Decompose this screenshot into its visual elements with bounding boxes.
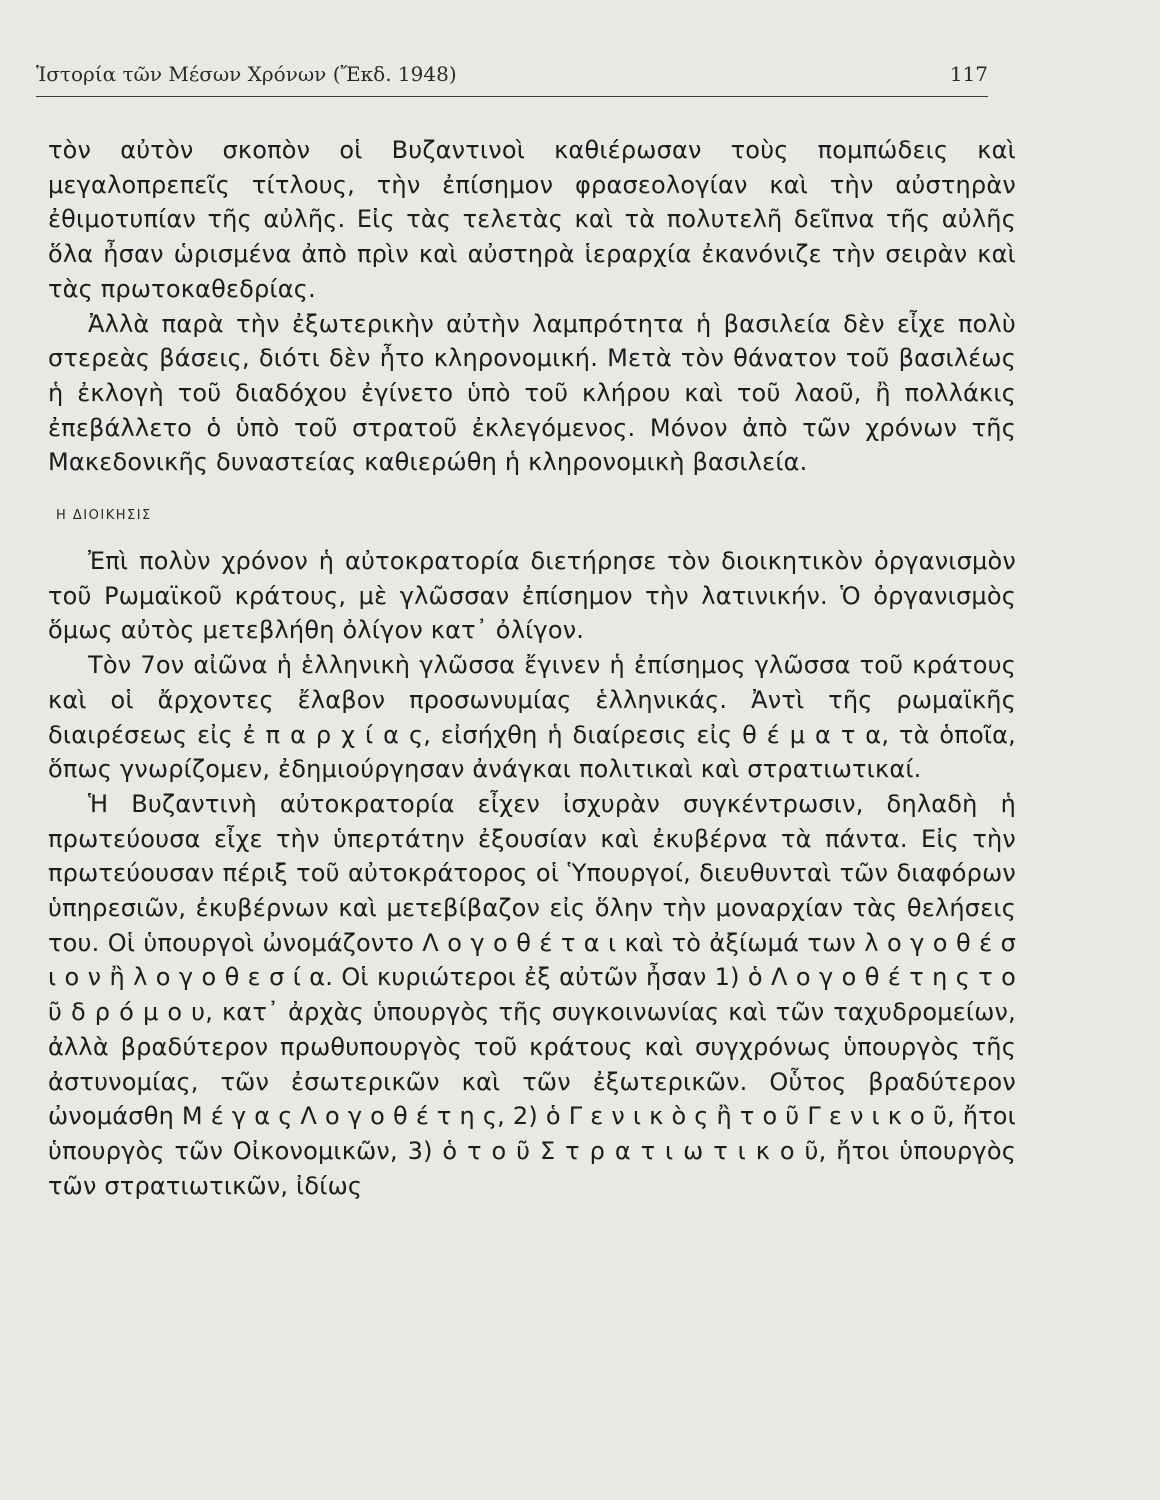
paragraph-continuation: τὸν αὐτὸν σκοπὸν οἱ Βυζαντινοὶ καθιέρωσαν τοὺς πομπώδεις καὶ μεγαλοπρεπεῖς τίτλους, τὴν ἐπίσημον φρασεολογίαν καὶ τὴν αὐστηρὰν ἐθιμοτυπίαν τῆς αὐλῆς. Εἰς τὰς τελετὰς καὶ τὰ πολυτελῆ δεῖπνα τῆς αὐλῆς ὅλα ἦσαν ὡρισμένα ἀπὸ πρὶν καὶ αὐστηρὰ ἱεραρχία ἐκανόνιζε τὴν σειρὰν καὶ τὰς πρωτοκαθεδρίας. (48, 136, 1016, 303)
header-rule (36, 96, 988, 97)
body-text (48, 133, 1016, 1203)
section-heading: Η ΔΙΟΙΚΗΣΙΣ (56, 508, 152, 524)
page-header (36, 62, 988, 92)
paragraph-administration: Ἐπὶ πολὺν χρόνον ἡ αὐτοκρατορία διετήρησε τὸν διοικητικὸν ὀργανισμὸν τοῦ Ρωμαϊκοῦ κράτους, μὲ γλῶσσαν ἐπίσημον τὴν λατινικήν. Ὁ ὀργανισμὸς ὅμως αὐτὸς μετεβλήθη ὀλίγον κατ᾽ ὀλίγον. (48, 547, 1016, 645)
paragraph-kingship: Ἀλλὰ παρὰ τὴν ἐξωτερικὴν αὐτὴν λαμπρότητα ἡ βασιλεία δὲν εἶχε πολὺ στερεὰς βάσεις, διότι δὲν ἦτο κληρονομική. Μετὰ τὸν θάνατον τοῦ βασιλέως ἡ ἐκλογὴ τοῦ διαδόχου ἐγίνετο ὑπὸ τοῦ κλήρου καὶ τοῦ λαοῦ, ἢ πολλάκις ἐπεβάλλετο ὁ ὑπὸ τοῦ στρατοῦ ἐκλεγόμενος. Μόνον ἀπὸ τῶν χρόνων τῆς Μακεδονικῆς δυναστείας καθιερώθη ἡ κληρονομικὴ βασιλεία. (48, 309, 1016, 477)
paragraph-centralization: Ἡ Βυζαντινὴ αὐτοκρατορία εἶχεν ἰσχυρὰν συγκέντρωσιν, δηλαδὴ ἡ πρωτεύουσα εἶχε τὴν ὑπερτάτην ἐξουσίαν καὶ ἐκυβέρνα τὰ πάντα. Εἰς τὴν πρωτεύουσαν πέριξ τοῦ αὐτοκράτορος οἱ Ὑπουργοί, διευθυνταὶ τῶν διαφόρων ὑπηρεσιῶν, ἐκυβέρνων καὶ μετεβίβαζον εἰς ὅλην τὴν μοναρχίαν τὰς θελήσεις του. Οἱ ὑπουργοὶ ὠνομάζοντο Λ ο γ ο θ έ τ α ι καὶ τὸ ἀξίωμά των λ ο γ ο θ έ σ ι ο ν ἢ λ ο γ ο θ ε σ ί α. Οἱ κυριώτεροι ἐξ αὐτῶν ἦσαν 1) ὁ Λ ο γ ο θ έ τ η ς τ ο ῦ δ ρ ό μ ο υ, κατ᾽ ἀρχὰς ὑπουργὸς τῆς συγκοινωνίας καὶ τῶν ταχυδρομείων, ἀλλὰ βραδύτερον πρωθυπουργὸς τοῦ κράτους καὶ συγχρόνως ὑπουργὸς τῆς ἀστυνομίας, τῶν ἐσωτερικῶν καὶ τῶν ἐξωτερικῶν. Οὗτος βραδύτερον ὠνομάσθη Μ έ γ α ς Λ ο γ ο θ έ τ η ς, 2) ὁ Γ ε ν ι κ ὸ ς ἢ τ ο ῦ Γ ε ν ι κ ο ῦ, ἤτοι ὑπουργὸς τῶν Οἰκονομικῶν, 3) ὁ τ ο ῦ Σ τ ρ α τ ι ω τ ι κ ο ῦ, ἤτοι ὑπουργὸς τῶν στρατιωτικῶν, ἰδίως (48, 789, 1016, 1200)
running-title: Ἱστορία τῶν Μέσων Χρόνων (Ἔκδ. 1948) (36, 62, 457, 86)
paragraph-themes: Τὸν 7ον αἰῶνα ἡ ἑλληνικὴ γλῶσσα ἔγινεν ἡ ἐπίσημος γλῶσσα τοῦ κράτους καὶ οἱ ἄρχοντες ἔλαβον προσωνυμίας ἑλληνικάς. Ἀντὶ τῆς ρωμαϊκῆς διαιρέσεως εἰς ἐ π α ρ χ ί α ς, εἰσήχθη ἡ διαίρεσις εἰς θ έ μ α τ α, τὰ ὁποῖα, ὅπως γνωρίζομεν, ἐδημιούργησαν ἀνάγκαι πολιτικαὶ καὶ στρατιωτικαί. (48, 651, 1016, 784)
page-number: 117 (949, 62, 988, 86)
